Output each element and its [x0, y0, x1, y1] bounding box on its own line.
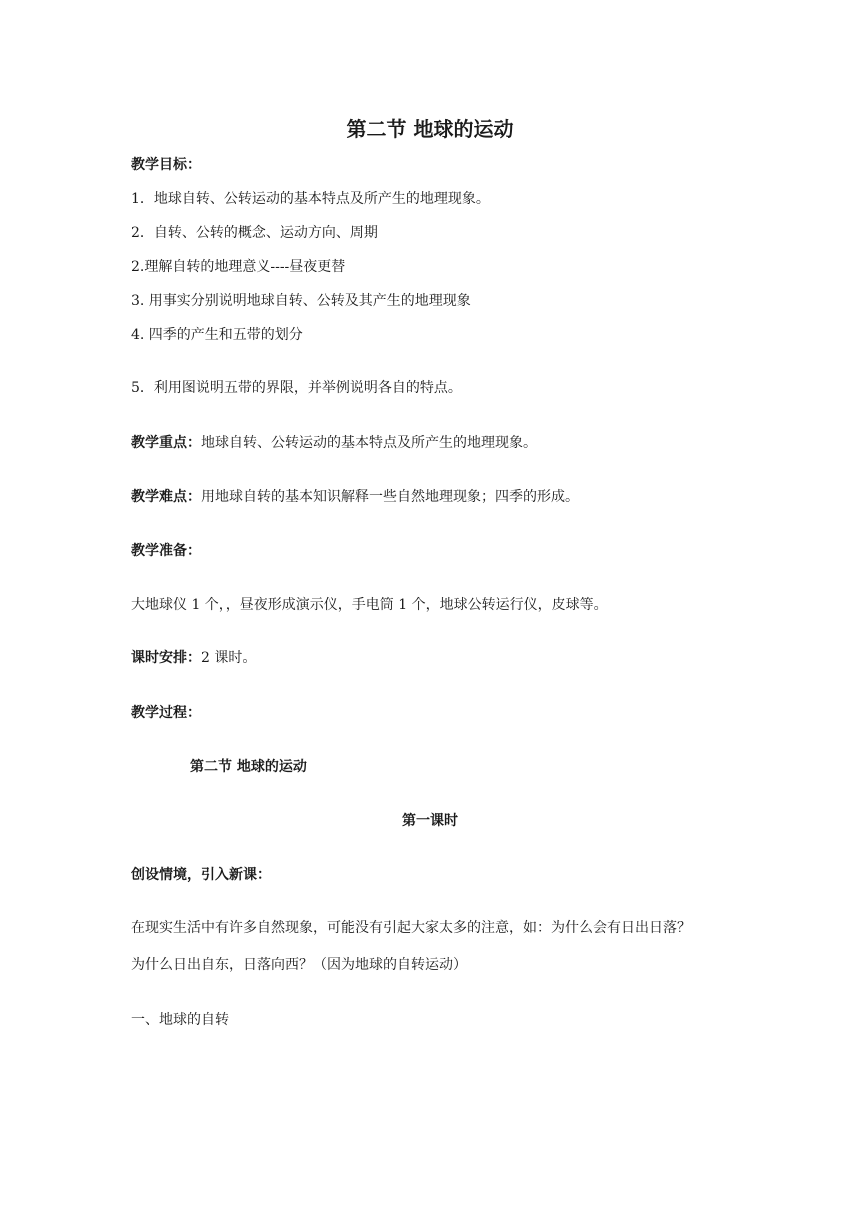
part-one-heading: 一、地球的自转: [131, 1012, 229, 1028]
intro-heading: 创设情境，引入新课：: [131, 867, 271, 883]
objective-item: 1．地球自转、公转运动的基本特点及所产生的地理现象。: [131, 191, 490, 207]
key-points-text: 地球自转、公转运动的基本特点及所产生的地理现象。: [201, 435, 537, 451]
objective-item: 5．利用图说明五带的界限，并举例说明各自的特点。: [131, 380, 462, 396]
preparation-text: 大地球仪 1 个，，昼夜形成演示仪，手电筒 1 个，地球公转运行仪，皮球等。: [131, 597, 608, 613]
document-title: 第二节 地球的运动: [346, 117, 514, 141]
objective-item: 4. 四季的产生和五带的划分: [131, 327, 303, 343]
lesson-title: 第一课时: [402, 813, 458, 829]
schedule-label: 课时安排：: [131, 650, 201, 666]
objective-item: 3. 用事实分别说明地球自转、公转及其产生的地理现象: [131, 293, 471, 309]
difficult-points-label: 教学难点：: [131, 489, 201, 505]
schedule-text: 2 课时。: [201, 650, 257, 666]
objective-item: 2．自转、公转的概念、运动方向、周期: [131, 225, 378, 241]
section-title: 第二节 地球的运动: [190, 759, 307, 775]
objectives-heading: 教学目标：: [131, 157, 201, 173]
key-points-label: 教学重点：: [131, 435, 201, 451]
difficult-points-text: 用地球自转的基本知识解释一些自然地理现象；四季的形成。: [201, 489, 579, 505]
intro-line: 为什么日出自东，日落向西？（因为地球的自转运动）: [131, 957, 467, 973]
schedule: [131, 648, 256, 668]
process-heading: 教学过程：: [131, 705, 201, 721]
intro-line: 在现实生活中有许多自然现象，可能没有引起大家太多的注意，如：为什么会有日出日落？: [131, 920, 691, 936]
key-points: [131, 433, 537, 453]
preparation-heading: 教学准备：: [131, 543, 201, 559]
objective-item: 2.理解自转的地理意义----昼夜更替: [131, 259, 346, 275]
difficult-points: [131, 487, 579, 507]
